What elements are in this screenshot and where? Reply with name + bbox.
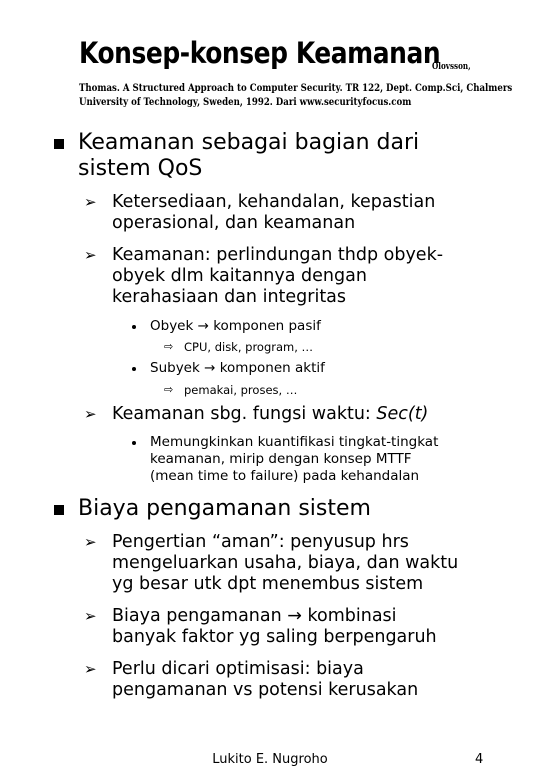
title-citation-note: Olovsson,: [432, 62, 471, 72]
section-heading-text: Keamanan sebagai bagian dari sistem QoS: [78, 130, 420, 181]
sub-item-text: Memungkinkan kuantifikasi tingkat-tingkat keamanan, mirip dengan konsep MTTF (mean time to failure) pada kehandalan: [150, 434, 439, 484]
source-citation-line: Thomas. A Structured Approach to Computer Security. TR 122, Dept. Comp.Sci, Chalmers: [79, 83, 513, 94]
list-item-text: Ketersediaan, kehandalan, kepastian operasional, dan keamanan: [112, 192, 436, 233]
sub-item-text: Subyek → komponen aktif: [150, 360, 325, 376]
list-item-text: Keamanan: perlindungan thdp obyek- obyek dlm kaitannya dengan kerahasiaan dan integritas: [112, 245, 444, 307]
sub-item-quantification: [150, 434, 438, 485]
sub-item-obyek: [150, 318, 321, 335]
list-item: [84, 532, 459, 595]
arrowhead-bullet-icon: ➢: [84, 405, 97, 423]
hollow-arrow-bullet-icon: ⇨: [164, 340, 174, 353]
arrowhead-bullet-icon: ➢: [84, 246, 97, 264]
list-item: [84, 404, 429, 425]
dot-bullet-icon: [132, 325, 136, 329]
list-item: [84, 192, 436, 234]
detail-item-text: CPU, disk, program, …: [184, 340, 314, 354]
square-bullet-icon: [54, 505, 64, 515]
list-item: [84, 659, 419, 701]
section-heading-qos: [78, 130, 419, 182]
dot-bullet-icon: [132, 367, 136, 371]
arrowhead-bullet-icon: ➢: [84, 193, 97, 211]
square-bullet-icon: [54, 139, 64, 149]
list-item-text: Perlu dicari optimisasi: biaya pengamanan vs potensi kerusakan: [112, 659, 419, 700]
dot-bullet-icon: [132, 441, 136, 445]
list-item: [84, 245, 444, 308]
hollow-arrow-bullet-icon: ⇨: [164, 383, 174, 396]
detail-item: [164, 340, 314, 354]
section-heading-text: Biaya pengamanan sistem: [78, 496, 371, 521]
page-number: 4: [475, 752, 484, 767]
slide-title: Konsep-konsep Keamanan: [79, 36, 441, 70]
section-heading-cost: [78, 496, 371, 522]
sec-t-formula: Sec(t): [376, 404, 429, 424]
list-item: [84, 606, 437, 648]
arrowhead-bullet-icon: ➢: [84, 660, 97, 678]
list-item-text: Pengertian “aman”: penyusup hrs mengeluarkan usaha, biaya, dan waktu yg besar utk dpt menembus sistem: [112, 532, 459, 594]
source-citation-line: University of Technology, Sweden, 1992. Dari www.securityfocus.com: [79, 97, 412, 108]
sub-item-text: Obyek → komponen pasif: [150, 318, 321, 334]
arrowhead-bullet-icon: ➢: [84, 607, 97, 625]
arrowhead-bullet-icon: ➢: [84, 533, 97, 551]
list-item-text: Keamanan sbg. fungsi waktu:: [112, 404, 377, 424]
detail-item: [164, 383, 298, 397]
sub-item-subyek: [150, 360, 325, 377]
list-item-text: Biaya pengamanan → kombinasi banyak faktor yg saling berpengaruh: [112, 606, 437, 647]
source-citation: [79, 82, 513, 110]
detail-item-text: pemakai, proses, …: [184, 383, 298, 397]
footer-author: Lukito E. Nugroho: [212, 752, 328, 767]
